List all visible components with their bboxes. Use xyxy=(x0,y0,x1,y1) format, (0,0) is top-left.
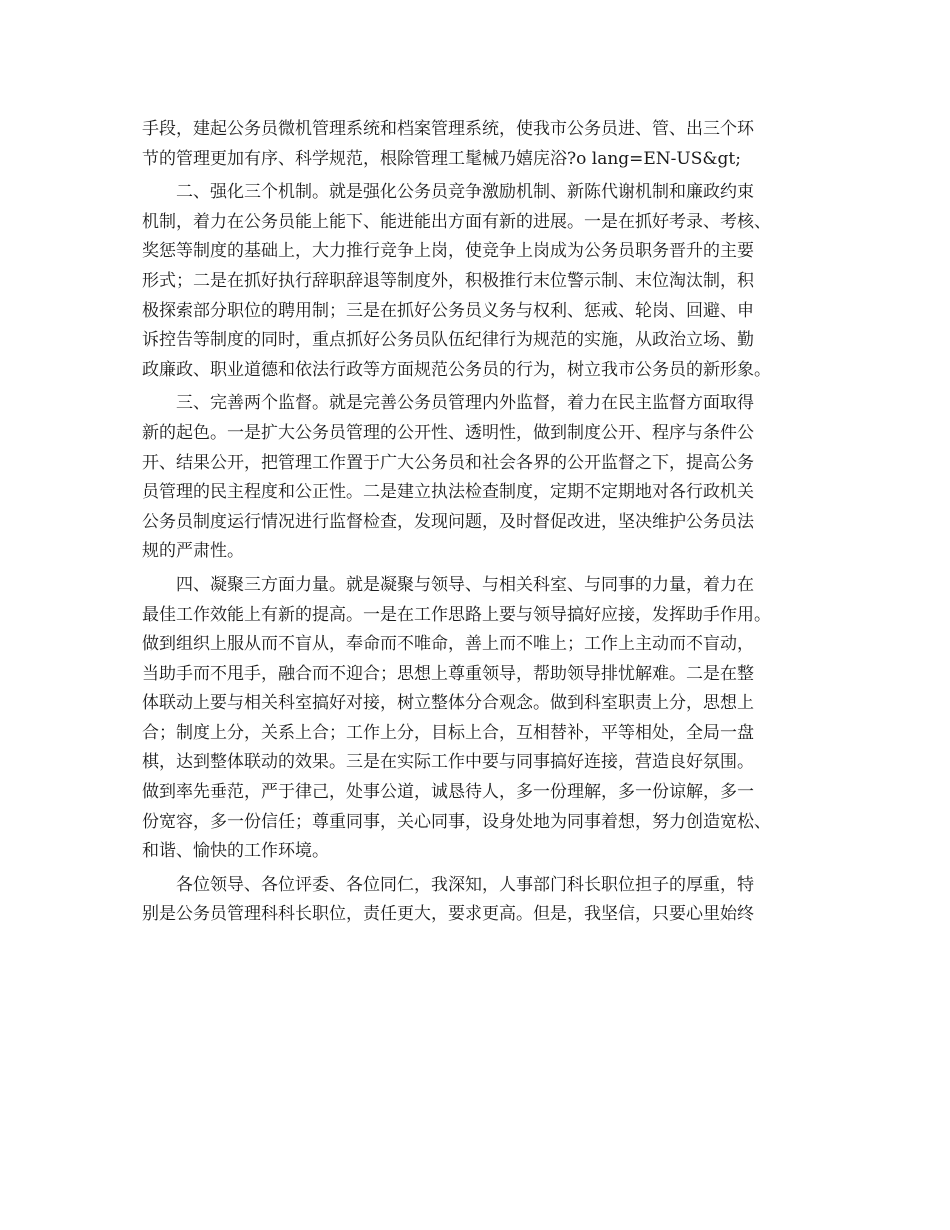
text-line: 份宽容，多一份信任；尊重同事，关心同事，设身处地为同事着想，努力创造宽松、 xyxy=(142,811,771,832)
text-line: 合；制度上分，关系上合；工作上分，目标上合，互相替补，平等相处，全局一盘 xyxy=(142,722,754,743)
text-line: 诉控告等制度的同时，重点抓好公务员队伍纪律行为规范的实施，从政治立场、勤 xyxy=(142,330,754,351)
text-line: 新的起色。一是扩大公务员管理的公开性、透明性，做到制度公开、程序与条件公 xyxy=(142,422,754,443)
paragraph xyxy=(142,178,822,385)
text-line: 政廉政、职业道德和依法行政等方面规范公务员的行为，树立我市公务员的新形象。 xyxy=(142,359,771,380)
text-line: 别是公务员管理科科长职位，责任更大，要求更高。但是，我坚信，只要心里始终 xyxy=(142,904,754,925)
text-line: 规的严肃性。 xyxy=(142,541,244,562)
text-line: 当助手而不甩手，融合而不迎合；思想上尊重领导，帮助领导排忧解难。二是在整 xyxy=(142,663,754,684)
text-line: 开、结果公开，把管理工作置于广大公务员和社会各界的公开监督之下，提高公务 xyxy=(142,452,754,473)
text-line: 做到组织上服从而不盲从，奉命而不唯命，善上而不唯上；工作上主动而不盲动， xyxy=(142,634,754,655)
text-line: 做到率先垂范，严于律己，处事公道，诚恳待人，多一份理解，多一份谅解，多一 xyxy=(142,782,754,803)
paragraph xyxy=(142,571,822,867)
text-line: 三、完善两个监督。就是完善公务员管理内外监督，着力在民主监督方面取得 xyxy=(176,393,754,414)
text-line: 手段，建起公务员微机管理系统和档案管理系统，使我市公务员进、管、出三个环 xyxy=(142,119,754,139)
paragraph xyxy=(142,115,822,174)
text-line: 形式；二是在抓好执行辞职辞退等制度外，积极推行末位警示制、末位淘汰制，积 xyxy=(142,270,754,291)
text-line: 极探索部分职位的聘用制；三是在抓好公务员义务与权利、惩戒、轮岗、回避、申 xyxy=(142,300,754,321)
text-line: 公务员制度运行情况进行监督检查，发现问题，及时督促改进，坚决维护公务员法 xyxy=(142,511,754,532)
text-line: 各位领导、各位评委、各位同仁，我深知，人事部门科长职位担子的厚重，特 xyxy=(176,874,754,895)
text-line: 四、凝聚三方面力量。就是凝聚与领导、与相关科室、与同事的力量，着力在 xyxy=(176,574,754,595)
document-body xyxy=(142,115,822,930)
paragraph xyxy=(142,389,822,567)
text-line: 和谐、愉快的工作环境。 xyxy=(142,841,329,862)
text-line: 机制，着力在公务员能上能下、能进能出方面有新的进展。一是在抓好考录、考核、 xyxy=(142,211,771,232)
paragraph xyxy=(142,871,822,930)
text-line: 体联动上要与相关科室搞好对接，树立整体分合观念。做到科室职责上分，思想上 xyxy=(142,693,754,714)
text-line: 节的管理更加有序、科学规范，根除管理工髦械乃嬉庑浴?o lang=EN-US&gt; xyxy=(142,148,741,169)
text-line: 二、强化三个机制。就是强化公务员竞争激励机制、新陈代谢机制和廉政约束 xyxy=(176,182,754,203)
text-line: 奖惩等制度的基础上，大力推行竞争上岗，使竞争上岗成为公务员职务晋升的主要 xyxy=(142,241,754,262)
text-line: 棋，达到整体联动的效果。三是在实际工作中要与同事搞好连接，营造良好氛围。 xyxy=(142,752,754,773)
text-line: 员管理的民主程度和公正性。二是建立执法检查制度，定期不定期地对各行政机关 xyxy=(142,482,754,503)
text-line: 最佳工作效能上有新的提高。一是在工作思路上要与领导搞好应接，发挥助手作用。 xyxy=(142,604,771,625)
